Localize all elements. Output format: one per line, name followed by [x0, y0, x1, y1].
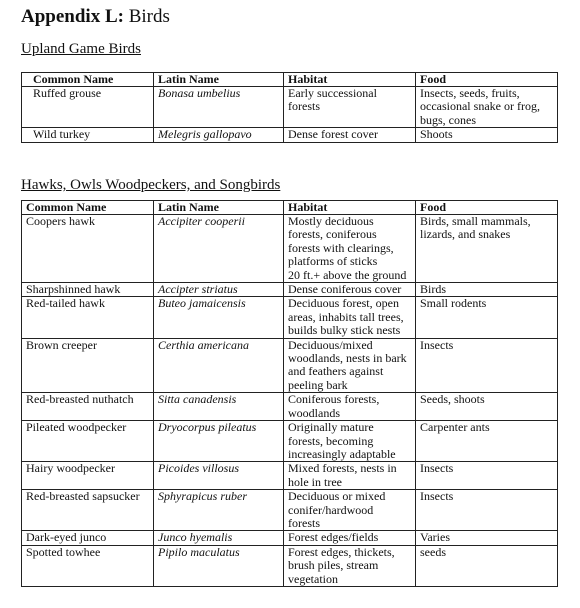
common-name-cell: Hairy woodpecker	[22, 462, 154, 490]
habitat-line: vegetation	[288, 571, 338, 586]
column-header-food: Food	[416, 73, 558, 87]
habitat-cell	[284, 531, 416, 545]
habitat-line: Deciduous forest, open	[288, 296, 399, 311]
habitat-line: 20 ft.+ above the ground	[288, 267, 407, 282]
food-cell	[416, 421, 558, 462]
column-header-latin-name: Latin Name	[154, 201, 284, 215]
food-line: Varies	[420, 530, 450, 545]
habitat-line: Forest edges/fields	[288, 530, 379, 545]
table-row	[22, 393, 558, 421]
column-header-common-name: Common Name	[22, 201, 154, 215]
habitat-line: forests with clearings,	[288, 240, 394, 255]
habitat-line: brush piles, stream	[288, 558, 379, 573]
habitat-line: forests	[288, 99, 320, 114]
habitat-line: areas, inhabits tall trees,	[288, 309, 404, 324]
habitat-cell	[284, 87, 416, 128]
common-name-cell: Pileated woodpecker	[22, 421, 154, 462]
column-header-latin-name: Latin Name	[154, 73, 284, 87]
habitat-line: builds bulky stick nests	[288, 323, 401, 338]
habitat-line: forests, becoming	[288, 433, 374, 448]
latin-name-cell: Accipter striatus	[154, 283, 284, 297]
habitat-cell	[284, 215, 416, 283]
food-cell	[416, 128, 558, 142]
latin-name-cell: Pipilo maculatus	[154, 545, 284, 586]
table-row	[22, 297, 558, 338]
table-row	[22, 215, 558, 283]
table-row	[22, 545, 558, 586]
habitat-cell	[284, 545, 416, 586]
food-line: Small rodents	[420, 296, 487, 311]
section-heading-upland: Upland Game Birds	[21, 41, 141, 57]
hawks-owls-songbirds-table	[21, 200, 558, 587]
habitat-cell	[284, 490, 416, 531]
food-cell	[416, 283, 558, 297]
table-row	[22, 128, 558, 142]
habitat-line: woodlands	[288, 405, 340, 420]
table-row	[22, 531, 558, 545]
habitat-line: Early successional	[288, 86, 377, 100]
common-name-cell: Ruffed grouse	[22, 87, 154, 128]
section-heading-hawks: Hawks, Owls Woodpeckers, and Songbirds	[21, 177, 281, 193]
food-cell	[416, 393, 558, 421]
habitat-cell	[284, 338, 416, 393]
habitat-line: peeling bark	[288, 377, 348, 392]
latin-name-cell: Bonasa umbelius	[154, 87, 284, 128]
food-cell	[416, 545, 558, 586]
latin-name-cell: Junco hyemalis	[154, 531, 284, 545]
table-row	[22, 462, 558, 490]
food-line: seeds	[420, 545, 446, 559]
table-row	[22, 421, 558, 462]
food-line: Insects	[420, 338, 454, 352]
habitat-line: Dense coniferous cover	[288, 282, 402, 297]
habitat-cell	[284, 128, 416, 142]
food-cell	[416, 338, 558, 393]
title-rest: Birds	[123, 6, 170, 27]
habitat-line: Dense forest cover	[288, 127, 378, 142]
food-cell	[416, 87, 558, 128]
habitat-line: Originally mature	[288, 420, 374, 435]
latin-name-cell: Melegris gallopavo	[154, 128, 284, 142]
column-header-habitat: Habitat	[284, 201, 416, 215]
food-line: bugs, cones	[420, 112, 476, 127]
habitat-line: hole in tree	[288, 474, 342, 489]
table-row	[22, 490, 558, 531]
common-name-cell: Sharpshinned hawk	[22, 283, 154, 297]
common-name-cell: Red-breasted sapsucker	[22, 490, 154, 531]
common-name-cell: Dark-eyed junco	[22, 531, 154, 545]
table-header-row	[22, 201, 558, 215]
habitat-line: increasingly adaptable	[288, 446, 396, 461]
title-prefix: Appendix L:	[21, 6, 124, 27]
habitat-line: and feathers against	[288, 364, 384, 379]
habitat-line: woodlands, nests in bark	[288, 351, 407, 366]
food-line: Shoots	[420, 127, 453, 142]
food-line: Seeds, shoots	[420, 392, 485, 407]
page-title	[21, 6, 170, 28]
latin-name-cell: Dryocorpus pileatus	[154, 421, 284, 462]
food-line: Insects	[420, 461, 454, 476]
common-name-cell: Coopers hawk	[22, 215, 154, 283]
food-line: Carpenter ants	[420, 420, 490, 435]
food-cell	[416, 490, 558, 531]
habitat-line: Coniferous forests,	[288, 392, 380, 407]
common-name-cell: Brown creeper	[22, 338, 154, 393]
food-line: Insects, seeds, fruits,	[420, 86, 520, 100]
table-row	[22, 87, 558, 128]
table-row	[22, 283, 558, 297]
table-row	[22, 338, 558, 393]
common-name-cell: Red-tailed hawk	[22, 297, 154, 338]
common-name-cell: Wild turkey	[22, 128, 154, 142]
common-name-cell: Spotted towhee	[22, 545, 154, 586]
habitat-cell	[284, 393, 416, 421]
food-cell	[416, 462, 558, 490]
column-header-common-name: Common Name	[22, 73, 154, 87]
food-cell	[416, 215, 558, 283]
food-cell	[416, 297, 558, 338]
habitat-line: Mostly deciduous	[288, 214, 374, 228]
latin-name-cell: Certhia americana	[154, 338, 284, 393]
food-line: lizards, and snakes	[420, 227, 511, 242]
upland-game-birds-table	[21, 72, 558, 143]
food-line: occasional snake or frog,	[420, 99, 540, 114]
habitat-line: Mixed forests, nests in	[288, 461, 397, 476]
habitat-line: platforms of sticks	[288, 254, 378, 269]
habitat-cell	[284, 297, 416, 338]
latin-name-cell: Sphyrapicus ruber	[154, 490, 284, 531]
common-name-cell: Red-breasted nuthatch	[22, 393, 154, 421]
habitat-line: Deciduous or mixed	[288, 489, 386, 504]
table-header-row	[22, 73, 558, 87]
food-line: Birds, small mammals,	[420, 214, 531, 228]
latin-name-cell: Sitta canadensis	[154, 393, 284, 421]
habitat-cell	[284, 462, 416, 490]
column-header-food: Food	[416, 201, 558, 215]
habitat-line: forests, coniferous	[288, 227, 377, 242]
food-line: Birds	[420, 282, 447, 297]
food-cell	[416, 531, 558, 545]
food-line: Insects	[420, 489, 454, 504]
latin-name-cell: Picoides villosus	[154, 462, 284, 490]
habitat-line: forests	[288, 515, 320, 530]
latin-name-cell: Buteo jamaicensis	[154, 297, 284, 338]
habitat-cell	[284, 283, 416, 297]
latin-name-cell: Accipiter cooperii	[154, 215, 284, 283]
habitat-line: Deciduous/mixed	[288, 338, 373, 352]
column-header-habitat: Habitat	[284, 73, 416, 87]
habitat-line: conifer/hardwood	[288, 502, 374, 517]
habitat-cell	[284, 421, 416, 462]
habitat-line: Forest edges, thickets,	[288, 545, 395, 559]
